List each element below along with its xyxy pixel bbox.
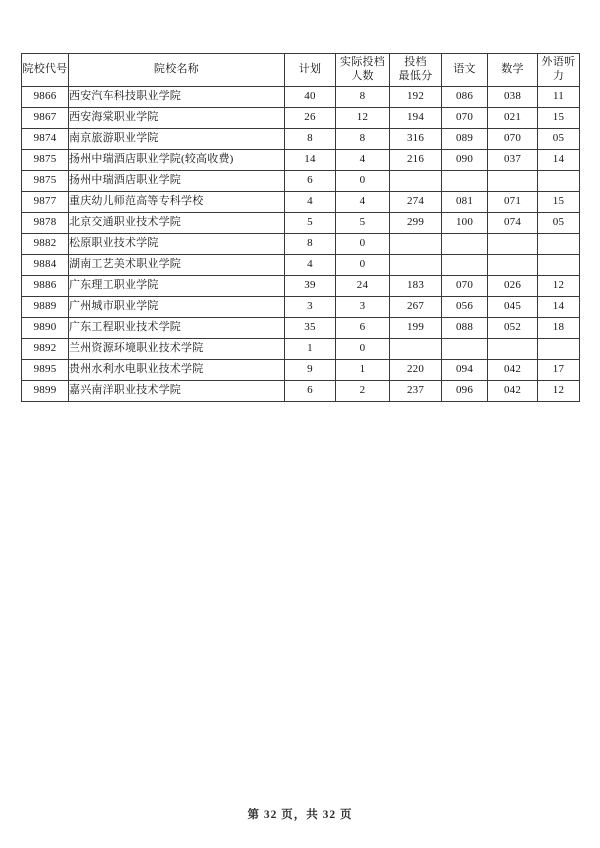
cell-actual-count: 8 bbox=[336, 129, 390, 150]
cell-school-name: 湖南工艺美术职业学院 bbox=[69, 255, 285, 276]
cell-chinese: 088 bbox=[442, 318, 488, 339]
cell-plan: 6 bbox=[285, 171, 336, 192]
cell-listening: 18 bbox=[538, 318, 580, 339]
table-row bbox=[22, 213, 580, 234]
cell-listening: 17 bbox=[538, 360, 580, 381]
column-header-chinese-label: 语文 bbox=[453, 63, 476, 76]
cell-school-name: 松原职业技术学院 bbox=[69, 234, 285, 255]
cell-min-score: 299 bbox=[390, 213, 442, 234]
cell-school-code: 9867 bbox=[22, 108, 69, 129]
cell-school-code: 9874 bbox=[22, 129, 69, 150]
column-header-listening bbox=[538, 54, 580, 87]
table-row bbox=[22, 129, 580, 150]
cell-chinese: 056 bbox=[442, 297, 488, 318]
cell-school-code: 9875 bbox=[22, 150, 69, 171]
cell-actual-count: 12 bbox=[336, 108, 390, 129]
cell-plan: 9 bbox=[285, 360, 336, 381]
cell-school-name: 广东理工职业学院 bbox=[69, 276, 285, 297]
cell-actual-count: 4 bbox=[336, 192, 390, 213]
cell-school-name: 广东工程职业技术学院 bbox=[69, 318, 285, 339]
cell-min-score: 183 bbox=[390, 276, 442, 297]
table-header-row bbox=[22, 54, 580, 87]
column-header-listening-label: 外语听力 bbox=[541, 56, 576, 82]
cell-min-score: 267 bbox=[390, 297, 442, 318]
cell-school-code: 9886 bbox=[22, 276, 69, 297]
cell-school-name: 北京交通职业技术学院 bbox=[69, 213, 285, 234]
cell-plan: 3 bbox=[285, 297, 336, 318]
cell-school-name: 嘉兴南洋职业技术学院 bbox=[69, 381, 285, 402]
cell-plan: 1 bbox=[285, 339, 336, 360]
cell-plan: 39 bbox=[285, 276, 336, 297]
cell-listening: 11 bbox=[538, 87, 580, 108]
cell-plan: 4 bbox=[285, 255, 336, 276]
cell-chinese: 089 bbox=[442, 129, 488, 150]
cell-min-score: 274 bbox=[390, 192, 442, 213]
cell-plan: 6 bbox=[285, 381, 336, 402]
cell-min-score: 199 bbox=[390, 318, 442, 339]
admissions-table bbox=[21, 53, 580, 402]
cell-school-code: 9882 bbox=[22, 234, 69, 255]
table-row bbox=[22, 192, 580, 213]
cell-listening bbox=[538, 339, 580, 360]
cell-chinese: 081 bbox=[442, 192, 488, 213]
table-body bbox=[22, 87, 580, 402]
cell-listening: 05 bbox=[538, 213, 580, 234]
column-header-actual-count-line1: 实际投档 bbox=[339, 56, 386, 69]
cell-chinese bbox=[442, 339, 488, 360]
cell-plan: 26 bbox=[285, 108, 336, 129]
column-header-min-score-line2: 最低分 bbox=[398, 70, 433, 82]
cell-plan: 8 bbox=[285, 129, 336, 150]
cell-min-score: 216 bbox=[390, 150, 442, 171]
cell-chinese: 100 bbox=[442, 213, 488, 234]
cell-school-code: 9884 bbox=[22, 255, 69, 276]
admissions-table-container bbox=[21, 53, 579, 402]
table-row bbox=[22, 297, 580, 318]
cell-school-name: 扬州中瑞酒店职业学院(较高收费) bbox=[69, 150, 285, 171]
column-header-school-name bbox=[69, 54, 285, 87]
column-header-math-label: 数学 bbox=[501, 63, 524, 76]
cell-actual-count: 4 bbox=[336, 150, 390, 171]
column-header-school-code bbox=[22, 54, 69, 87]
cell-chinese bbox=[442, 171, 488, 192]
cell-school-code: 9890 bbox=[22, 318, 69, 339]
cell-actual-count: 0 bbox=[336, 339, 390, 360]
table-row bbox=[22, 108, 580, 129]
cell-math: 052 bbox=[488, 318, 538, 339]
cell-min-score bbox=[390, 255, 442, 276]
cell-actual-count: 24 bbox=[336, 276, 390, 297]
cell-math: 021 bbox=[488, 108, 538, 129]
cell-chinese: 070 bbox=[442, 108, 488, 129]
cell-actual-count: 6 bbox=[336, 318, 390, 339]
cell-listening: 14 bbox=[538, 150, 580, 171]
cell-school-code: 9899 bbox=[22, 381, 69, 402]
cell-school-code: 9895 bbox=[22, 360, 69, 381]
cell-listening: 15 bbox=[538, 192, 580, 213]
cell-school-code: 9877 bbox=[22, 192, 69, 213]
cell-math: 070 bbox=[488, 129, 538, 150]
cell-plan: 35 bbox=[285, 318, 336, 339]
cell-chinese: 090 bbox=[442, 150, 488, 171]
cell-min-score: 192 bbox=[390, 87, 442, 108]
cell-math: 042 bbox=[488, 381, 538, 402]
cell-math bbox=[488, 171, 538, 192]
cell-school-name: 西安海棠职业学院 bbox=[69, 108, 285, 129]
cell-plan: 5 bbox=[285, 213, 336, 234]
column-header-actual-count bbox=[336, 54, 390, 87]
cell-actual-count: 8 bbox=[336, 87, 390, 108]
cell-school-name: 南京旅游职业学院 bbox=[69, 129, 285, 150]
cell-actual-count: 0 bbox=[336, 234, 390, 255]
cell-listening: 15 bbox=[538, 108, 580, 129]
cell-chinese bbox=[442, 255, 488, 276]
table-row bbox=[22, 255, 580, 276]
table-row bbox=[22, 381, 580, 402]
column-header-min-score bbox=[390, 54, 442, 87]
cell-min-score: 237 bbox=[390, 381, 442, 402]
cell-min-score bbox=[390, 234, 442, 255]
cell-actual-count: 0 bbox=[336, 255, 390, 276]
cell-school-code: 9875 bbox=[22, 171, 69, 192]
column-header-school-code-label: 院校代号 bbox=[22, 63, 68, 76]
cell-math bbox=[488, 255, 538, 276]
cell-chinese: 094 bbox=[442, 360, 488, 381]
cell-math: 042 bbox=[488, 360, 538, 381]
cell-math bbox=[488, 234, 538, 255]
column-header-chinese bbox=[442, 54, 488, 87]
cell-school-name: 扬州中瑞酒店职业学院 bbox=[69, 171, 285, 192]
cell-min-score: 220 bbox=[390, 360, 442, 381]
cell-plan: 40 bbox=[285, 87, 336, 108]
table-row bbox=[22, 318, 580, 339]
column-header-plan-label: 计划 bbox=[298, 63, 322, 76]
column-header-min-score-line1: 投档 bbox=[404, 56, 427, 69]
cell-school-code: 9878 bbox=[22, 213, 69, 234]
cell-actual-count: 3 bbox=[336, 297, 390, 318]
cell-listening: 12 bbox=[538, 276, 580, 297]
cell-plan: 4 bbox=[285, 192, 336, 213]
cell-chinese: 096 bbox=[442, 381, 488, 402]
cell-chinese: 070 bbox=[442, 276, 488, 297]
table-row bbox=[22, 276, 580, 297]
cell-math: 074 bbox=[488, 213, 538, 234]
table-row bbox=[22, 150, 580, 171]
cell-listening: 05 bbox=[538, 129, 580, 150]
cell-school-name: 重庆幼儿师范高等专科学校 bbox=[69, 192, 285, 213]
column-header-math bbox=[488, 54, 538, 87]
table-header bbox=[22, 54, 580, 87]
cell-math bbox=[488, 339, 538, 360]
cell-plan: 8 bbox=[285, 234, 336, 255]
cell-listening: 12 bbox=[538, 381, 580, 402]
cell-plan: 14 bbox=[285, 150, 336, 171]
cell-listening bbox=[538, 234, 580, 255]
cell-school-name: 兰州资源环境职业技术学院 bbox=[69, 339, 285, 360]
cell-school-name: 广州城市职业学院 bbox=[69, 297, 285, 318]
cell-actual-count: 0 bbox=[336, 171, 390, 192]
column-header-plan bbox=[285, 54, 336, 87]
cell-actual-count: 5 bbox=[336, 213, 390, 234]
cell-listening: 14 bbox=[538, 297, 580, 318]
table-row bbox=[22, 171, 580, 192]
cell-school-code: 9889 bbox=[22, 297, 69, 318]
table-row bbox=[22, 339, 580, 360]
cell-min-score: 316 bbox=[390, 129, 442, 150]
cell-school-code: 9866 bbox=[22, 87, 69, 108]
cell-min-score: 194 bbox=[390, 108, 442, 129]
cell-school-code: 9892 bbox=[22, 339, 69, 360]
cell-listening bbox=[538, 171, 580, 192]
column-header-actual-count-line2: 人数 bbox=[351, 70, 374, 82]
column-header-school-name-label: 院校名称 bbox=[153, 63, 200, 76]
table-row bbox=[22, 360, 580, 381]
cell-actual-count: 1 bbox=[336, 360, 390, 381]
page-footer: 第 32 页，共 32 页 bbox=[247, 809, 353, 821]
cell-chinese bbox=[442, 234, 488, 255]
cell-actual-count: 2 bbox=[336, 381, 390, 402]
cell-school-name: 贵州水利水电职业技术学院 bbox=[69, 360, 285, 381]
table-row bbox=[22, 234, 580, 255]
cell-school-name: 西安汽车科技职业学院 bbox=[69, 87, 285, 108]
cell-math: 045 bbox=[488, 297, 538, 318]
cell-min-score bbox=[390, 339, 442, 360]
cell-listening bbox=[538, 255, 580, 276]
cell-chinese: 086 bbox=[442, 87, 488, 108]
cell-min-score bbox=[390, 171, 442, 192]
cell-math: 038 bbox=[488, 87, 538, 108]
table-row bbox=[22, 87, 580, 108]
cell-math: 037 bbox=[488, 150, 538, 171]
cell-math: 026 bbox=[488, 276, 538, 297]
cell-math: 071 bbox=[488, 192, 538, 213]
